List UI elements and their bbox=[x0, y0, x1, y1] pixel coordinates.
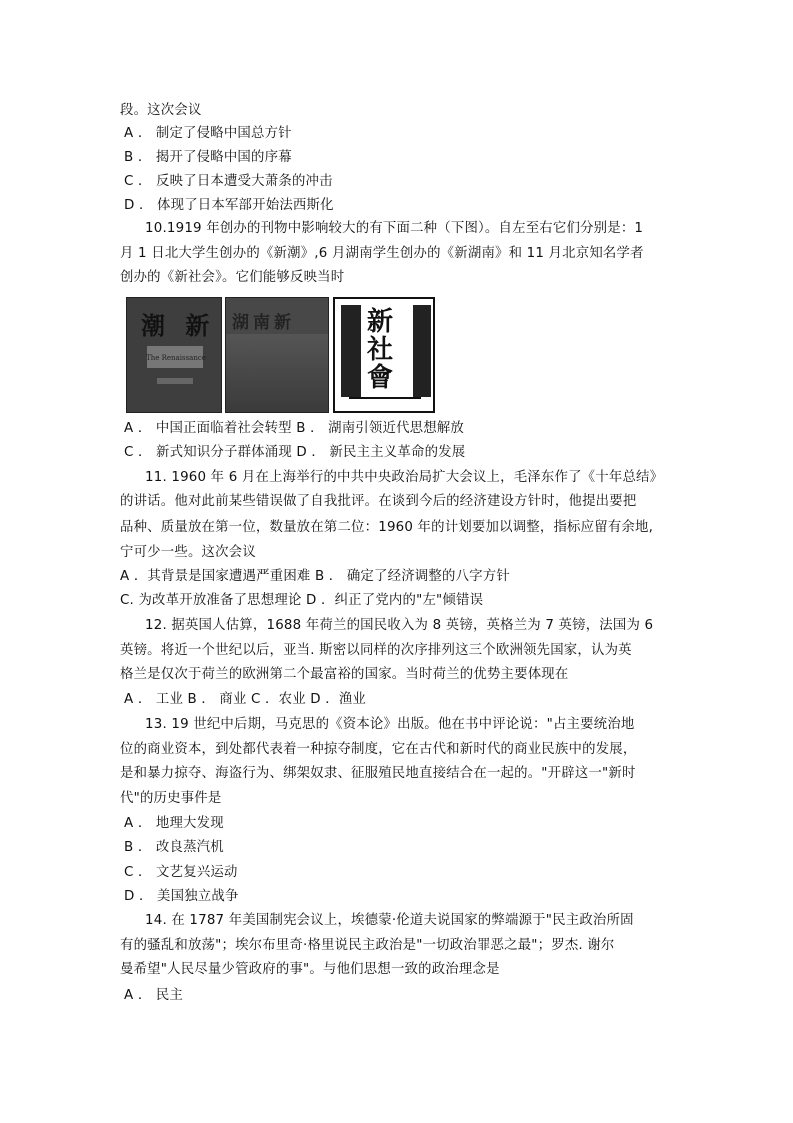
option-ab: A ． 中国正面临着社会转型 B ． 湖南引领近代思想解放 bbox=[124, 421, 465, 436]
option-b: B ． 揭开了侵略中国的序幕 bbox=[124, 150, 292, 165]
cover-title-char: 社 bbox=[367, 335, 394, 365]
question-12-line: 格兰是仅次于荷兰的欧洲第二个最富裕的国家。当时荷兰的优势主要体现在 bbox=[120, 667, 569, 682]
cover-title: 湖南新 bbox=[232, 313, 295, 333]
cover-title-char: 新 bbox=[367, 307, 394, 337]
option-d: D ． 美国独立战争 bbox=[124, 889, 239, 904]
option-d: D ． 体现了日本军部开始法西斯化 bbox=[124, 198, 334, 213]
cover-side-strip bbox=[413, 305, 431, 397]
question-12-line: 12. 据英国人估算，1688 年荷兰的国民收入为 8 英镑，英格兰为 7 英镑，法国为 6 bbox=[145, 618, 654, 633]
cover-side-strip bbox=[341, 305, 361, 397]
option-a: A ． 民主 bbox=[124, 988, 184, 1003]
question-11-line: 11. 1960 年 6 月在上海举行的中共中央政治局扩大会议上，毛泽东作了《十年总结》 bbox=[145, 470, 664, 485]
cover-decoration bbox=[157, 378, 193, 384]
xinchao-cover-image bbox=[126, 297, 222, 413]
xinshehui-cover-image bbox=[333, 297, 435, 413]
question-12-line: 英镑。将近一个世纪以后，亚当. 斯密以同样的次序排列这三个欧洲领先国家，认为英 bbox=[120, 643, 632, 658]
question-13-line: 是和暴力掠夺、海盗行为、绑架奴隶、征服殖民地直接结合在一起的。"开辟这一"新时 bbox=[120, 766, 636, 781]
option-a: A ． 制定了侵略中国总方针 bbox=[124, 126, 292, 141]
question-10-line: 10.1919 年创办的刊物中影响较大的有下面二种（下图）。自左至右它们分别是：1 bbox=[145, 221, 644, 236]
option-cd: C ． 新式知识分子群体涌现 D ． 新民主主义革命的发展 bbox=[124, 445, 466, 460]
question-11-line: 宁可少一些。这次会议 bbox=[120, 545, 256, 560]
option-c: C ． 文艺复兴运动 bbox=[124, 865, 238, 880]
question-11-line: 的讲话。他对此前某些错误做了自我批评。在谈到今后的经济建设方针时，他提出要把 bbox=[120, 494, 637, 509]
option-a: A ． 地理大发现 bbox=[124, 816, 224, 831]
question-14-line: 有的骚乱和放荡"；埃尔布里奇·格里说民主政治是"一切政治罪恶之最"；罗杰. 谢尔 bbox=[120, 938, 615, 953]
question-14-line: 14. 在 1787 年美国制宪会议上，埃德蒙·伦道夫说国家的弊端源于"民主政治所固 bbox=[145, 913, 634, 928]
text-line: 段。这次会议 bbox=[120, 103, 202, 118]
question-10-line: 创办的《新社会》。它们能够反映当时 bbox=[120, 270, 345, 285]
question-13-line: 位的商业资本，到处都代表着一种掠夺制度，它在古代和新时代的商业民族中的发展， bbox=[120, 742, 637, 757]
cover-title-char: 會 bbox=[367, 363, 394, 393]
question-13-line: 代"的历史事件是 bbox=[120, 791, 222, 806]
cover-subtitle: The Renaissance bbox=[146, 354, 206, 362]
option-ab: A ．其背景是国家遭遇严重困难 B ． 确定了经济调整的八字方针 bbox=[120, 569, 510, 584]
cover-title: 潮 新 bbox=[141, 311, 216, 340]
cover-bottom-rule bbox=[349, 397, 421, 409]
option-cd: C. 为改革开放准备了思想理论 D ．纠正了党内的"左"倾错误 bbox=[120, 593, 484, 608]
question-10-line: 月 1 日北大学生创办的《新潮》,6 月湖南学生创办的《新湖南》和 11 月北京知名学者 bbox=[120, 246, 644, 261]
option-c: C ． 反映了日本遭受大萧条的冲击 bbox=[124, 174, 333, 189]
xinhunan-cover-image bbox=[225, 297, 329, 413]
question-11-line: 品种、质量放在第一位，数量放在第二位：1960 年的计划要加以调整，指标应留有余地, bbox=[120, 520, 654, 535]
cover-texture bbox=[226, 334, 329, 413]
option-row: A ． 工业 B ． 商业 C ．农业 D ．渔业 bbox=[124, 692, 367, 707]
question-13-line: 13. 19 世纪中后期，马克思的《资本论》出版。他在书中评论说："占主要统治地 bbox=[145, 717, 635, 732]
question-14-line: 曼希望"人民尽量少管政府的事"。与他们思想一致的政治理念是 bbox=[120, 962, 500, 977]
option-b: B ． 改良蒸汽机 bbox=[124, 840, 224, 855]
